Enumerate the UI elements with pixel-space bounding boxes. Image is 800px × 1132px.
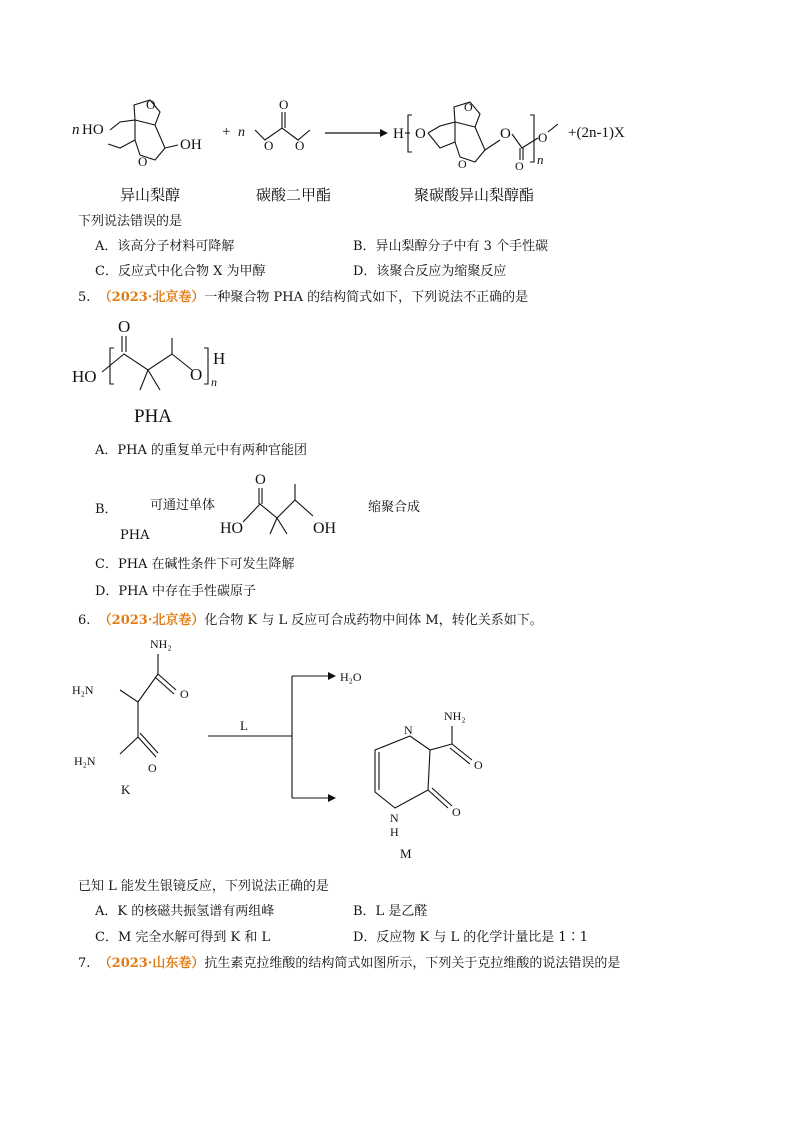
k-nh2-top: NH₂ [150, 637, 172, 651]
q6-option-c[interactable]: C．M 完全水解可得到 K 和 L [95, 930, 271, 945]
dimethyl-carbonate-structure [255, 97, 310, 153]
q6-option-d[interactable]: D．反应物 K 与 L 的化学计量比是 1∶1 [353, 930, 588, 945]
q5-question [78, 290, 528, 306]
q7-question [78, 956, 620, 972]
q5-number: 5. [78, 290, 91, 305]
q4-reaction-scheme [60, 90, 680, 215]
q5-option-b-under: PHA [120, 528, 150, 543]
q4-option-a[interactable]: A．该高分子材料可降解 [95, 239, 235, 254]
q6-question [78, 613, 543, 629]
q4-option-c[interactable]: C．反应式中化合物 X 为甲醇 [95, 264, 266, 279]
q6-option-a[interactable]: A．K 的核磁共振氢谱有两组峰 [95, 904, 275, 919]
q4-stem: 下列说法错误的是 [78, 214, 183, 229]
h2o-label: H₂O [340, 670, 362, 684]
monomer-ho: HO [220, 520, 244, 537]
product-h: H [393, 126, 404, 142]
q6-source: （2023·北京卷） [98, 613, 205, 628]
isosorbide-o-top: O [146, 97, 156, 112]
svg-text:O: O [515, 159, 524, 173]
product-o-right: O [500, 126, 511, 142]
reaction-arrows [208, 670, 362, 802]
q5-option-c[interactable]: C．PHA 在碱性条件下可发生降解 [95, 557, 295, 572]
reactant1-oh: OH [180, 137, 202, 153]
arrow-label-l: L [240, 718, 248, 733]
label-dimethyl-carbonate: 碳酸二甲酯 [256, 188, 332, 204]
q5-option-b-text2: 缩聚合成 [368, 500, 421, 515]
q4-option-d[interactable]: D．该聚合反应为缩聚反应 [353, 264, 507, 279]
polycarbonate-structure [393, 100, 558, 173]
k-h2n-bottom: H₂N [74, 754, 96, 768]
q5-option-d[interactable]: D．PHA 中存在手性碳原子 [95, 584, 257, 599]
q4-option-b[interactable]: B．异山梨醇分子中有 3 个手性碳 [353, 239, 549, 254]
pha-o-chain: O [190, 365, 203, 384]
q6-option-b[interactable]: B．L 是乙醛 [353, 904, 428, 919]
q5-source: （2023·北京卷） [98, 290, 205, 305]
k-o-bottom: O [148, 761, 157, 775]
product-o-left: O [415, 126, 426, 142]
k-o-top: O [180, 687, 189, 701]
q6-stem2: 已知 L 能发生银镜反应，下列说法正确的是 [78, 879, 329, 894]
reaction-arrow [325, 129, 388, 137]
pha-o-top: O [118, 317, 131, 336]
m-o-ring: O [452, 805, 461, 819]
compound-k-structure [72, 637, 189, 797]
q5-option-b-text1: 可通过单体 [150, 498, 216, 513]
isosorbide-structure [72, 97, 202, 169]
label-polycarbonate: 聚碳酸异山梨醇酯 [414, 188, 535, 204]
q7-stem: 抗生素克拉维酸的结构简式如图所示，下列关于克拉维酸的说法错误的是 [204, 956, 621, 971]
monomer-o-top: O [255, 472, 266, 488]
reactant1-ho: HO [82, 122, 104, 138]
svg-text:O: O [279, 97, 289, 112]
pha-h: H [213, 349, 226, 368]
pha-monomer-structure [215, 470, 365, 540]
pha-name: PHA [134, 406, 173, 427]
compound-m-structure [375, 709, 483, 861]
q6-scheme [60, 632, 500, 867]
svg-text:O: O [458, 157, 467, 171]
label-isosorbide: 异山梨醇 [120, 188, 181, 204]
byproduct: +(2n-1)X [568, 125, 625, 141]
q6-stem: 化合物 K 与 L 反应可合成药物中间体 M，转化关系如下。 [204, 613, 543, 628]
m-o-amide: O [474, 758, 483, 772]
q5-option-b[interactable] [95, 470, 421, 543]
plus-sign: + [222, 124, 231, 140]
pha-n: n [211, 375, 217, 389]
q6-number: 6. [78, 613, 91, 628]
product-n: n [537, 152, 544, 167]
isosorbide-o-bottom: O [138, 154, 148, 169]
monomer-oh: OH [313, 520, 337, 537]
pha-structure [70, 312, 250, 432]
q5-option-b-prefix: B． [95, 502, 118, 517]
m-label: M [400, 846, 412, 861]
q7-source: （2023·山东卷） [98, 956, 205, 971]
q5-stem: 一种聚合物 PHA 的结构简式如下，下列说法不正确的是 [204, 290, 529, 305]
k-label: K [121, 782, 131, 797]
m-nh: N [390, 811, 399, 825]
svg-text:O: O [295, 138, 305, 153]
svg-text:O: O [464, 100, 473, 114]
reactant1-coef: n [72, 122, 80, 138]
m-h: H [390, 825, 399, 839]
q5-option-a[interactable]: A．PHA 的重复单元中有两种官能团 [95, 443, 307, 458]
reactant2-coef: n [238, 125, 245, 140]
svg-text:O: O [264, 138, 274, 153]
m-n-top: N [404, 723, 413, 737]
m-nh2: NH₂ [444, 709, 466, 723]
q7-number: 7. [78, 956, 91, 971]
k-h2n: H₂N [72, 683, 94, 697]
pha-ho: HO [72, 367, 97, 386]
svg-text:O: O [538, 130, 548, 145]
